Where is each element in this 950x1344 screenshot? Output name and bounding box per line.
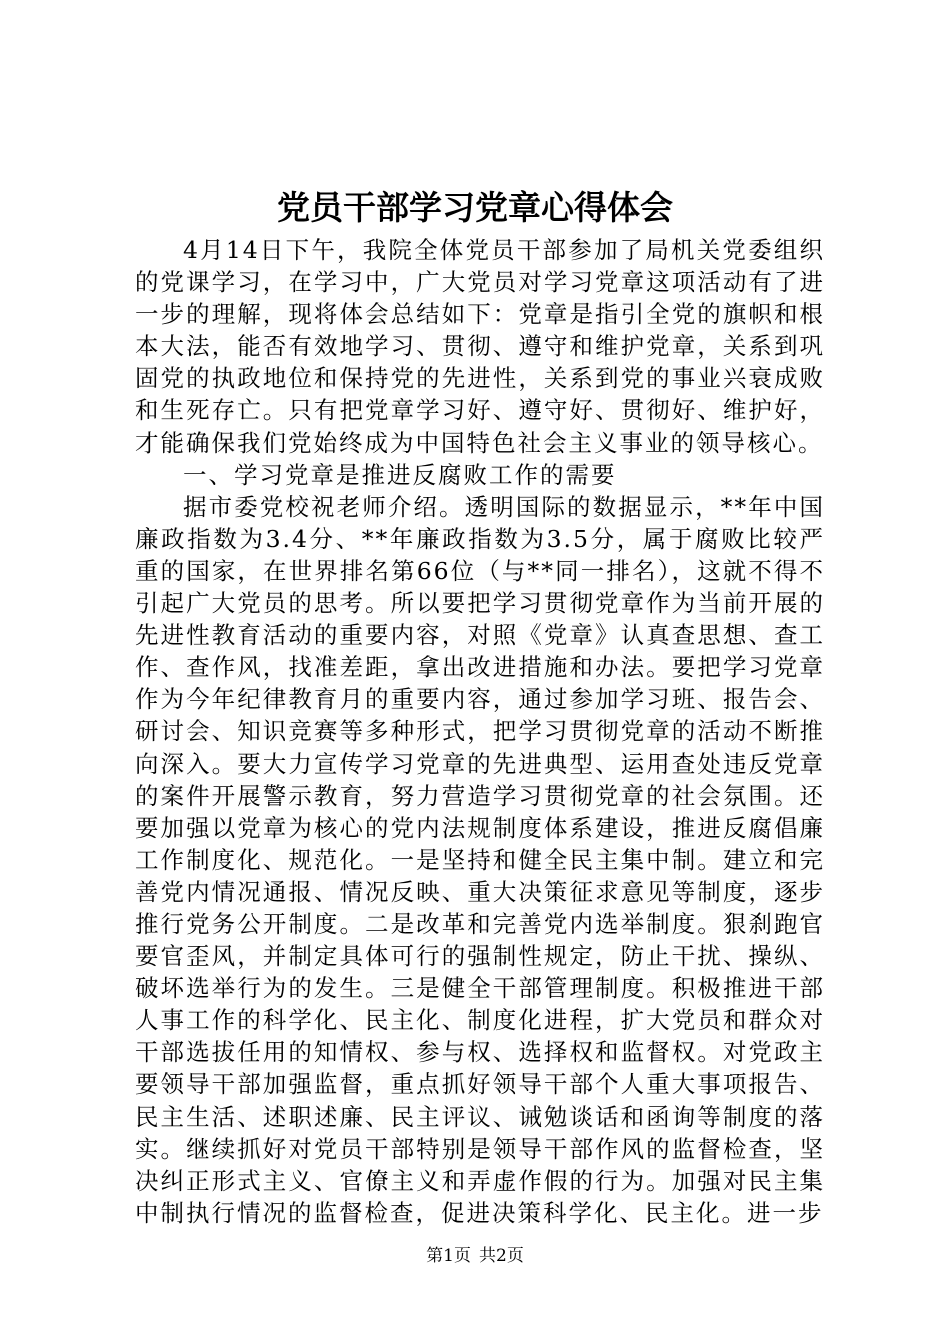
body-paragraph: 4月14日下午，我院全体党员干部参加了局机关党委组织的党课学习，在学习中，广大党员对学习党章这项活动有了进一步的理解，现将体会总结如下：党章是指引全党的旗帜和根本大法，能否有效地学习、贯彻、遵守和维护党章，关系到巩固党的执政地位和保持党的先进性，关系到党的事业兴衰成败和生死存亡。只有把党章学习好、遵守好、贯彻好、维护好，才能确保我们党始终成为中国特色社会主义事业的领导核心。 [135,236,825,457]
page-footer [0,1244,950,1268]
page-total: 共2页 [479,1246,524,1266]
document-title: 党员干部学习党章心得体会 [277,188,673,227]
page-number: 第1页 [426,1246,471,1266]
section-heading: 一、学习党章是推进反腐败工作的需要 [183,460,617,489]
body-paragraph: 据市委党校祝老师介绍。透明国际的数据显示，**年中国廉政指数为3.4分、**年廉政指数为3.5分，属于腐败比较严重的国家，在世界排名第66位（与**同一排名），这就不得不引起广大党员的思考。所以要把学习贯彻党章作为当前开展的先进性教育活动的重要内容，对照《党章》认真查思想、查工作、查作风，找准差距，拿出改进措施和办法。要把学习党章作为今年纪律教育月的重要内容，通过参加学习班、报告会、研讨会、知识竞赛等多种形式，把学习贯彻党章的活动不断推向深入。要大力宣传学习党章的先进典型、运用查处违反党章的案件开展警示教育，努力营造学习贯彻党章的社会氛围。还要加强以党章为核心的党内法规制度体系建设，推进反腐倡廉工作制度化、规范化。一是坚持和健全民主集中制。建立和完善党内情况通报、情况反映、重大决策征求意见等制度，逐步推行党务公开制度。二是改革和完善党内选举制度。狠刹跑官要官歪风，并制定具体可行的强制性规定，防止干扰、操纵、破坏选举行为的发生。三是健全干部管理制度。积极推进干部人事工作的科学化、民主化、制度化进程，扩大党员和群众对干部选拔任用的知情权、参与权、选择权和监督权。对党政主要领导干部加强监督，重点抓好领导干部个人重大事项报告、民主生活、述职述廉、民主评议、诫勉谈话和函询等制度的落实。继续抓好对党员干部特别是领导干部作风的监督检查，坚决纠正形式主义、官僚主义和弄虚作假的行为。加强对民主集中制执行情况的监督检查，促进决策科学化、民主化。进一步 [135,492,825,1227]
document-body [135,234,825,1229]
